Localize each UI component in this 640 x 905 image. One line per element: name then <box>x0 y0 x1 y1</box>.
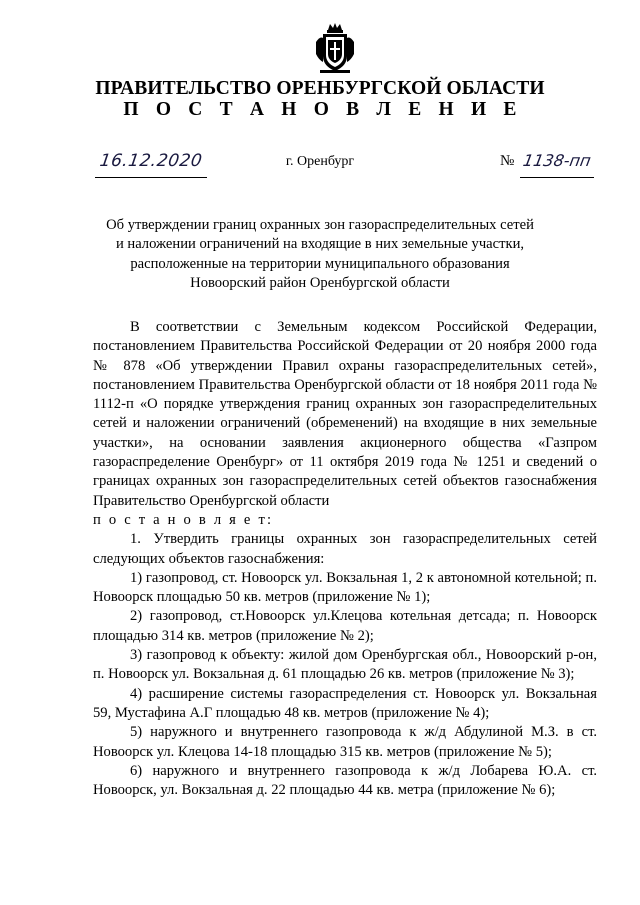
list-item: 4) расширение системы газораспределения ст. Новоорск ул. Вокзальная 59, Мустафина А.Г площадью 48 кв. метров (приложение № 4); <box>93 685 597 721</box>
list-item: 1) газопровод, ст. Новоорск ул. Вокзальная 1, 2 к автономной котельной; п. Новоорск площадью 50 кв. метров (приложение № 1); <box>93 569 597 606</box>
document-number <box>500 151 595 177</box>
date-value: 16.12.2020 <box>98 151 204 171</box>
document-subject <box>70 216 570 293</box>
list-item: 3) газопровод к объекту: жилой дом Оренбургская обл., Новоорский р-он, п. Новоорск ул. Вокзальная д. 61 площадью 26 кв. метров (приложение № 3); <box>93 647 597 683</box>
document-type-title: П О С Т А Н О В Л Е Н И Е <box>123 99 523 120</box>
subject-line: Новоорский район Оренбургской области <box>190 274 450 291</box>
subject-line: Об утверждении границ охранных зон газораспределительных сетей <box>106 217 534 233</box>
intro-paragraph: В соответствии с Земельным кодексом Российской Федерации, постановлением Правительства Российской Федерации от 20 ноября 2000 года № 878 «Об утверждении Правил охраны газораспределительных сетей», постановлением Правительства Оренбургской области от 18 ноября 2011 года № 1112-п «О порядке утверждения границ охранных зон газораспределительных сетей и наложении ограничений (обременений) на входящие в них земельные участки», на основании заявления акционерного общества «Газпром газораспределение Оренбург» от 11 октября 2019 года № 1251 и сведений о границах охранных зон газораспределительных сетей объектов газоснабжения Правительство Оренбургской области <box>93 319 597 509</box>
document-body <box>93 318 597 800</box>
number-field <box>520 151 594 178</box>
coat-of-arms-emblem <box>314 22 356 74</box>
list-item: 1. Утвердить границы охранных зон газораспределительных сетей следующих объектов газоснабжения: <box>93 531 597 567</box>
subject-line: и наложении ограничений на входящие в них земельные участки, <box>115 236 525 253</box>
list-item: 2) газопровод, ст.Новоорск ул.Клецова котельная детсада; п. Новоорск площадью 314 кв. метров (приложение № 2); <box>93 608 597 644</box>
number-sign: № <box>500 153 515 169</box>
decree-word: п о с т а н о в л я е т: <box>93 511 274 528</box>
number-value: 1138-пп <box>521 151 593 170</box>
list-item: 5) наружного и внутреннего газопровода к ж/д Абдулиной М.З. в ст. Новоорск ул. Клецова 14-18 площадью 315 кв. метров (приложение № 5); <box>93 724 597 760</box>
government-title: ПРАВИТЕЛЬСТВО ОРЕНБУРГСКОЙ ОБЛАСТИ <box>95 78 545 99</box>
subject-line: расположенные на территории муниципального образования <box>130 255 510 272</box>
city-label: г. Оренбург <box>285 154 355 169</box>
list-item: 6) наружного и внутреннего газопровода к ж/д Лобарева Ю.А. ст. Новоорск, ул. Вокзальная д. 22 площадью 44 кв. метра (приложение № 6); <box>93 762 597 799</box>
